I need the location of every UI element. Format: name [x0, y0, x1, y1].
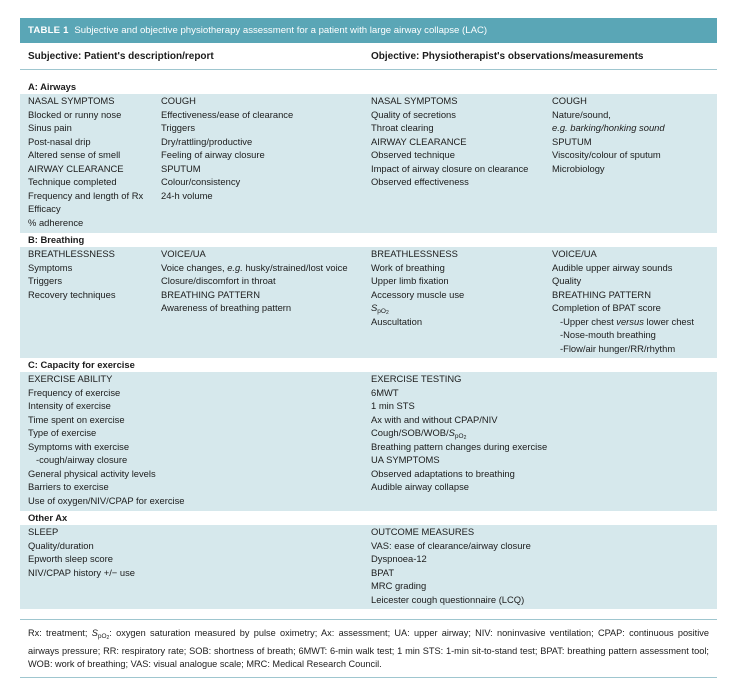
table-line: BREATHLESSNESS	[28, 248, 115, 259]
table-line: COUGH	[552, 95, 587, 106]
table-line: Quality of secretions	[371, 108, 456, 120]
table-caption-label: TABLE 1	[28, 25, 69, 36]
footnote-text-start: Rx: treatment;	[28, 628, 88, 638]
table-footnote	[20, 619, 717, 678]
table-line: General physical activity levels	[28, 467, 156, 479]
table-line: Awareness of breathing pattern	[161, 302, 292, 313]
table-line: BPAT	[371, 566, 395, 578]
table-line: Nature/sound,	[552, 108, 611, 120]
table-line-italic: e.g. barking/honking sound	[552, 122, 665, 133]
table-line: Technique completed	[28, 176, 117, 187]
table-line: Observed technique	[371, 149, 455, 160]
table-line: Closure/discomfort in throat	[161, 275, 276, 286]
table-line: Colour/consistency	[161, 176, 241, 187]
table-line: Leicester cough questionnaire (LCQ)	[371, 593, 525, 605]
table-line: EXERCISE ABILITY	[28, 373, 113, 384]
table-line: Ax with and without CPAP/NIV	[371, 413, 498, 425]
table-line: AIRWAY CLEARANCE	[371, 135, 467, 147]
table-line: Epworth sleep score	[28, 553, 113, 564]
table-line: AIRWAY CLEARANCE	[28, 162, 124, 174]
breathing-subjective-column-1	[28, 247, 116, 301]
breathing-objective-column-1	[371, 247, 464, 328]
table-line: NASAL SYMPTOMS	[371, 95, 458, 106]
table-line: Breathing pattern changes during exercise	[371, 440, 548, 452]
other-subjective-column	[28, 525, 135, 579]
table-line: Frequency and length of Rx	[28, 189, 144, 201]
column-header-subjective: Subjective: Patient's description/report	[28, 51, 214, 62]
table-line: Feeling of airway closure	[161, 149, 265, 160]
table-line: Quality	[552, 275, 582, 286]
table-line: Triggers	[161, 122, 196, 133]
section-body-capacity	[20, 372, 717, 511]
spo2-line: $S_{pO_2}$	[371, 302, 389, 316]
airways-objective-column-2	[552, 94, 665, 175]
section-title-breathing: B: Breathing	[28, 234, 85, 245]
table-line: Post-nasal drip	[28, 135, 91, 147]
table-caption-text: Subjective and objective physiotherapy assessment for a patient with large airway collapse (LAC)	[74, 25, 488, 36]
table-line: Type of exercise	[28, 427, 97, 438]
table-line: Triggers	[28, 275, 63, 286]
assessment-table	[20, 18, 717, 678]
table-line: -Nose-mouth breathing	[560, 329, 656, 340]
table-line: Dyspnoea-12	[371, 553, 427, 564]
capacity-objective-column	[371, 372, 547, 494]
table-line: -cough/airway closure	[36, 454, 128, 465]
table-line: Sinus pain	[28, 122, 72, 133]
table-line: Recovery techniques	[28, 288, 116, 300]
table-line: -Flow/air hunger/RR/rhythm	[560, 342, 676, 354]
table-line: Audible upper airway sounds	[552, 261, 673, 273]
table-line: Microbiology	[552, 162, 605, 174]
section-title-other: Other Ax	[28, 512, 68, 523]
table-line: Dry/rattling/productive	[161, 135, 253, 147]
section-title-capacity: C: Capacity for exercise	[28, 359, 135, 370]
table-line: OUTCOME MEASURES	[371, 526, 475, 537]
table-line: Accessory muscle use	[371, 288, 465, 300]
section-title-airways: A: Airways	[28, 81, 77, 92]
table-line: 1 min STS	[371, 400, 415, 411]
table-line: BREATHING PATTERN	[552, 288, 651, 300]
table-line: SLEEP	[28, 526, 59, 537]
table-line: SPUTUM	[552, 135, 592, 147]
table-line: Viscosity/colour of sputum	[552, 149, 661, 160]
footnote-spo2-symbol: $S_{pO_2}$	[91, 628, 110, 641]
table-line: BREATHING PATTERN	[161, 288, 260, 300]
table-line: Audible airway collapse	[371, 481, 469, 492]
breathing-objective-column-2	[552, 247, 694, 355]
table-caption	[20, 18, 717, 43]
table-line: Observed adaptations to breathing	[371, 467, 515, 479]
table-line: BREATHLESSNESS	[371, 248, 458, 259]
table-line: Frequency of exercise	[28, 386, 121, 398]
table-line: VOICE/UA	[552, 248, 597, 259]
table-line: -Upper chest versus lower chest	[560, 315, 694, 327]
table-line: 24-h volume	[161, 189, 213, 201]
spo2-line: Cough/$SOB/WOB/S_{pO_2}$	[371, 427, 467, 441]
table-line: Symptoms with exercise	[28, 440, 130, 452]
section-body-airways	[20, 94, 717, 233]
table-line: VAS: ease of clearance/airway closure	[371, 539, 531, 551]
table-line: Auscultation	[371, 315, 423, 327]
table-line: Observed effectiveness	[371, 176, 469, 187]
table-line: Symptoms	[28, 261, 73, 273]
section-body-breathing	[20, 247, 717, 358]
table-line: SPUTUM	[161, 162, 201, 174]
airways-subjective-column-1	[28, 94, 143, 229]
column-header-row	[20, 43, 717, 70]
table-line: % adherence	[28, 216, 84, 228]
breathing-subjective-column-2	[161, 247, 348, 315]
table-line: Completion of BPAT score	[552, 302, 661, 313]
airways-subjective-column-2	[161, 94, 293, 202]
table-line: Voice changes, e.g. husky/strained/lost voice	[161, 261, 348, 273]
column-header-objective: Objective: Physiotherapist's observations/measurements	[371, 51, 644, 62]
table-line: Quality/duration	[28, 539, 94, 551]
table-line: NASAL SYMPTOMS	[28, 95, 115, 106]
airways-objective-column-1	[371, 94, 528, 189]
other-objective-column	[371, 525, 531, 606]
table-line: Effectiveness/ease of clearance	[161, 108, 294, 120]
table-line: COUGH	[161, 95, 196, 106]
table-line: Upper limb fixation	[371, 275, 449, 286]
table-line: Barriers to exercise	[28, 481, 109, 492]
table-line: Intensity of exercise	[28, 400, 111, 411]
table-line: Impact of airway closure on clearance	[371, 162, 529, 174]
section-body-other	[20, 525, 717, 609]
table-line: NIV/CPAP history +/− use	[28, 566, 135, 578]
table-line: 6MWT	[371, 386, 399, 398]
table-line: Blocked or runny nose	[28, 108, 122, 120]
table-line: Efficacy	[28, 203, 61, 214]
capacity-subjective-column	[28, 372, 185, 507]
table-line: Work of breathing	[371, 261, 445, 273]
table-line: UA SYMPTOMS	[371, 454, 440, 465]
table-line: Throat clearing	[371, 122, 434, 133]
table-line: VOICE/UA	[161, 248, 206, 259]
table-line: Time spent on exercise	[28, 413, 125, 425]
footnote-text-rest: : oxygen saturation measured by pulse oximetry; Ax: assessment; UA: upper airway; NIV: noninvasive ventilation; CPAP: continuous positive airways pressure; RR: respiratory rate; SOB: shortness of breath; 6MWT: 6-min walk test; 1 min STS: 1-min sit-to-stand test; BPAT: breathing pattern assessment tool; WOB: work of breathing; VAS: visual analogue scale; MRC: Medical Research Council.	[28, 628, 709, 669]
table-line: EXERCISE TESTING	[371, 373, 462, 384]
table-line: Altered sense of smell	[28, 149, 121, 160]
table-line: Use of oxygen/NIV/CPAP for exercise	[28, 494, 185, 506]
table-line: MRC grading	[371, 580, 427, 591]
